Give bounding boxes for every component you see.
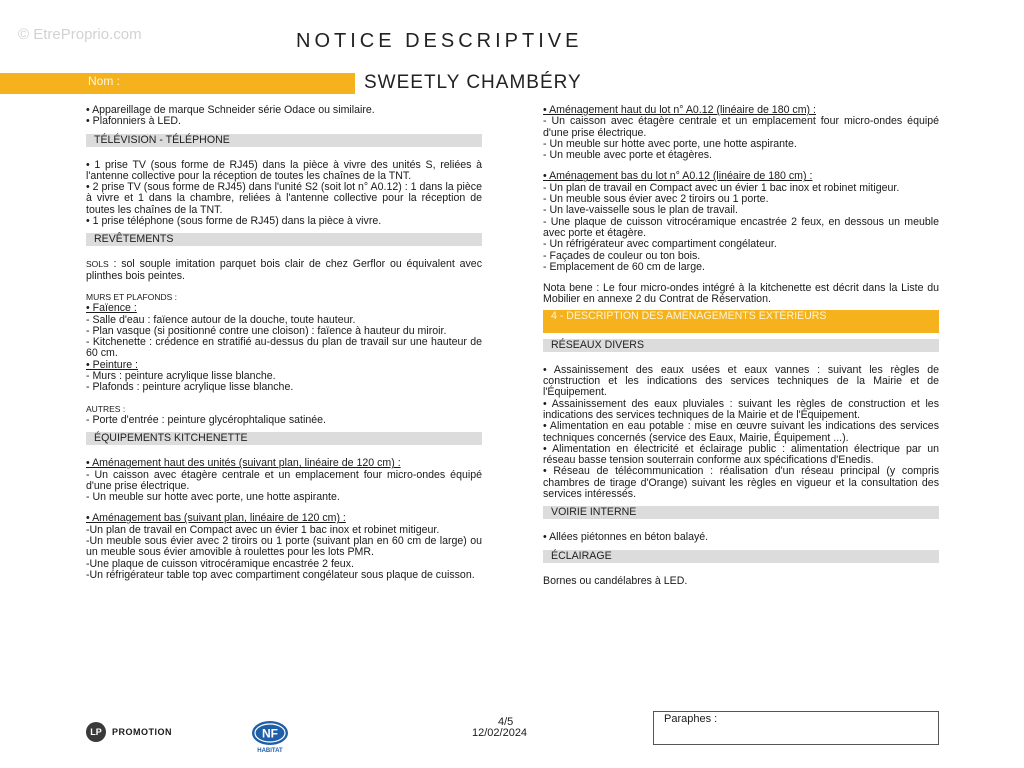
- bas-label: • Aménagement bas (suivant plan, linéaire de 120 cm) :: [86, 512, 346, 525]
- text-line: • Assainissement des eaux pluviales : suivant les règles de construction et les indications des services techniques de la Mairie et de l'Équipement.: [543, 397, 939, 421]
- text-line: • Réseau de télécommunication : réalisation d'un réseau principal (y compris chambres de tirage d'Orange) suivant les règles en vigueur et la consultation des services intéressés.: [543, 465, 939, 501]
- text-line: - Un réfrigérateur avec compartiment congélateur.: [543, 238, 777, 251]
- text-line: • Plafonniers à LED.: [86, 115, 181, 128]
- text-line: - Un lave-vaisselle sous le plan de travail.: [543, 204, 738, 217]
- nf-habitat-logo: [246, 720, 294, 754]
- text-line: [86, 259, 482, 282]
- peinture-label: • Peinture :: [86, 358, 138, 371]
- text-line: - Plan vasque (si positionné contre une cloison) : faïence à hauteur du miroir.: [86, 324, 447, 337]
- sols-label: SOLS: [86, 259, 109, 270]
- section-heading-voirie: VOIRIE INTERNE: [543, 506, 939, 519]
- faience-label: • Faïence :: [86, 302, 137, 315]
- paraphes-label: Paraphes :: [664, 713, 718, 725]
- text-line: -Une plaque de cuisson vitrocéramique encastrée 2 feux.: [86, 557, 354, 570]
- section-heading-kitchenette: ÉQUIPEMENTS KITCHENETTE: [86, 432, 482, 445]
- section-heading-reseaux: RÉSEAUX DIVERS: [543, 339, 939, 352]
- text-line: -Un plan de travail en Compact avec un évier 1 bac inox et robinet mitigeur.: [86, 523, 440, 536]
- program-name: SWEETLY CHAMBÉRY: [364, 72, 582, 93]
- text-line: • Alimentation en eau potable : mise en œuvre suivant les indications des services techniques concernés (service des Eaux, Mairie, Équipement ...).: [543, 420, 939, 444]
- page-number: 4/5: [498, 716, 514, 728]
- section-4-heading: 4 - DESCRIPTION DES AMÉNAGEMENTS EXTÉRIEURS: [543, 310, 939, 333]
- section-heading-tv: TÉLÉVISION - TÉLÉPHONE: [86, 134, 482, 147]
- lp-logo-icon: LP: [86, 722, 106, 742]
- nota-bene: Nota bene : Le four micro-ondes intégré à la kitchenette est décrit dans la Liste du Mobilier en annexe 2 du Contrat de Réservation.: [543, 282, 939, 306]
- text-line: - Un plan de travail en Compact avec un évier 1 bac inox et robinet mitigeur.: [543, 181, 900, 194]
- document-title: NOTICE DESCRIPTIVE: [296, 30, 583, 52]
- text-line: Bornes ou candélabres à LED.: [543, 574, 688, 587]
- section-heading-eclairage: ÉCLAIRAGE: [543, 550, 939, 563]
- lp-promotion-logo: [86, 722, 172, 742]
- bas-lot-label: • Aménagement bas du lot n° A0.12 (linéaire de 180 cm) :: [543, 170, 813, 183]
- text-line: • Allées piétonnes en béton balayé.: [543, 531, 709, 544]
- text-line: - Un meuble sur hotte avec porte, une hotte aspirante.: [86, 491, 340, 504]
- text-line: • 1 prise téléphone (sous forme de RJ45) dans la pièce à vivre.: [86, 215, 382, 228]
- text-line: - Un meuble sous évier avec 2 tiroirs ou 1 porte.: [543, 193, 769, 206]
- lp-logo-text: PROMOTION: [112, 727, 172, 737]
- text-line: - Un caisson avec étagère centrale et un emplacement four micro-ondes équipé d'une prise électrique.: [86, 468, 482, 492]
- nf-mark: NF: [262, 726, 278, 741]
- text-line: • Appareillage de marque Schneider série Odace ou similaire.: [86, 104, 375, 116]
- haut-lot-label: • Aménagement haut du lot n° A0.12 (linéaire de 180 cm) :: [543, 104, 816, 116]
- text-line: - Un meuble avec porte et étagères.: [543, 149, 713, 162]
- nf-sub: HABITAT: [257, 748, 283, 754]
- section-heading-revetements: REVÊTEMENTS: [86, 233, 482, 246]
- name-label: Nom :: [88, 74, 121, 88]
- text-line: • Assainissement des eaux usées et eaux vannes : suivant les règles de construction et les indications des services techniques de la Mairie et de l'Équipement.: [543, 363, 939, 399]
- text-line: - Un caisson avec étagère centrale et un emplacement four micro-ondes équipé d'une prise électrique.: [543, 115, 939, 139]
- text-line: - Murs : peinture acrylique lisse blanche.: [86, 370, 276, 383]
- watermark: © EtreProprio.com: [18, 26, 142, 43]
- text-line: - Emplacement de 60 cm de large.: [543, 260, 705, 273]
- right-column: [543, 105, 939, 587]
- text-line: -Un meuble sous évier avec 2 tiroirs ou 1 porte (suivant plan en 60 cm de large) ou un meuble sous évier amovible à roulettes pour les lots PMR.: [86, 535, 482, 559]
- autres-label: AUTRES :: [86, 403, 126, 414]
- haut-label: • Aménagement haut des unités (suivant plan, linéaire de 120 cm) :: [86, 457, 401, 470]
- paraphes-box: [653, 711, 939, 745]
- text-line: - Façades de couleur ou ton bois.: [543, 249, 701, 262]
- sols-text: : sol souple imitation parquet bois clair de chez Gerflor ou équivalent avec plinthes bois peintes.: [86, 258, 482, 282]
- text-line: • 1 prise TV (sous forme de RJ45) dans la pièce à vivre des unités S, reliées à l'antenne collective pour la réception de toutes les chaînes de la TNT.: [86, 158, 482, 182]
- text-line: - Porte d'entrée : peinture glycérophtalique satinée.: [86, 413, 326, 426]
- text-line: • 2 prise TV (sous forme de RJ45) dans l'unité S2 (soit lot n° A0.12) : 1 dans la pièce à vivre et 1 dans la chambre, reliées à l'antenne collective pour la réception de toutes les chaînes de la TNT.: [86, 181, 482, 216]
- left-column: [86, 105, 482, 581]
- text-line: • Alimentation en électricité et éclairage public : alimentation électrique par un réseau basse tension souterrain conforme aux spécifications d'Enedis.: [543, 442, 939, 467]
- text-line: - Un meuble sur hotte avec porte, une hotte aspirante.: [543, 137, 797, 150]
- text-line: - Salle d'eau : faïence autour de la douche, toute hauteur.: [86, 313, 356, 326]
- text-line: -Un réfrigérateur table top avec compartiment congélateur sous plaque de cuisson.: [86, 568, 475, 581]
- page-date: 12/02/2024: [472, 727, 528, 739]
- text-line: - Plafonds : peinture acrylique lisse blanche.: [86, 381, 294, 394]
- text-line: - Une plaque de cuisson vitrocéramique encastrée 2 feux, en dessous un meuble avec porte et étagère.: [543, 215, 939, 239]
- murs-label: MURS ET PLAFONDS :: [86, 291, 177, 302]
- text-line: - Kitchenette : crédence en stratifié au-dessus du plan de travail sur une hauteur de 60 cm.: [86, 336, 482, 360]
